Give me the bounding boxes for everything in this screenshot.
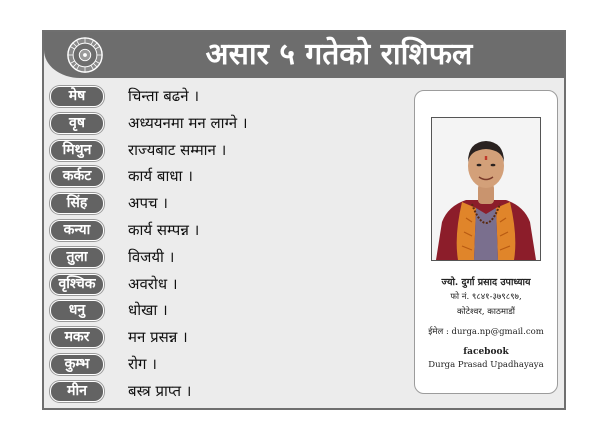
horoscope-card xyxy=(42,30,566,410)
zodiac-badge: मकर xyxy=(50,327,104,348)
zodiac-prediction: अवरोध । xyxy=(128,274,178,293)
zodiac-badge: मेष xyxy=(50,86,104,107)
zodiac-badge: वृष xyxy=(50,113,104,134)
facebook-label: facebook xyxy=(463,347,509,357)
zodiac-badge: मिथुन xyxy=(50,140,104,161)
contact-info xyxy=(417,275,555,372)
zodiac-badge: कर्कट xyxy=(50,166,104,187)
phone-number: फो नं. ९८४१-३७९८९७, xyxy=(450,292,522,302)
email-line xyxy=(417,324,555,340)
zodiac-prediction: अध्ययनमा मन लाग्ने । xyxy=(128,113,248,132)
header-bar xyxy=(44,32,564,78)
facebook-name: Durga Prasad Upadhayaya xyxy=(428,360,544,370)
zodiac-prediction: चिन्ता बढने । xyxy=(128,87,200,105)
zodiac-prediction: राज्यबाट सम्मान । xyxy=(128,140,227,159)
zodiac-badge: तुला xyxy=(50,247,104,268)
zodiac-badge: वृश्चिक xyxy=(50,274,104,295)
zodiac-badge: कन्या xyxy=(50,220,104,241)
email-label: ईमेल : xyxy=(428,327,449,337)
zodiac-prediction: अपच । xyxy=(128,194,168,213)
portrait-image xyxy=(432,118,540,260)
astrologer-card xyxy=(414,90,558,394)
zodiac-badge: कुम्भ xyxy=(50,354,104,375)
astrologer-name: ज्यो. दुर्गा प्रसाद उपाध्याय xyxy=(441,277,531,288)
zodiac-prediction: कार्य सम्पन्न । xyxy=(128,220,200,239)
zodiac-prediction: विजयी । xyxy=(128,247,175,266)
zodiac-prediction: मन प्रसन्न । xyxy=(128,328,188,347)
zodiac-prediction: रोग । xyxy=(128,354,157,373)
email-address: durga.np@gmail.com xyxy=(451,327,544,337)
astrologer-photo xyxy=(431,117,541,261)
zodiac-prediction: कार्य बाधा । xyxy=(128,167,193,186)
zodiac-prediction: बस्त्र प्राप्त । xyxy=(128,381,192,400)
zodiac-badge: सिंह xyxy=(50,193,104,214)
zodiac-prediction: धोखा । xyxy=(128,301,168,320)
zodiac-wheel-icon xyxy=(66,36,104,74)
zodiac-badge: धनु xyxy=(50,300,104,321)
page-title: असार ५ गतेको राशिफल xyxy=(205,37,473,72)
zodiac-badge: मीन xyxy=(50,381,104,402)
address: कोटेश्वर, काठमाडौं xyxy=(457,307,515,317)
